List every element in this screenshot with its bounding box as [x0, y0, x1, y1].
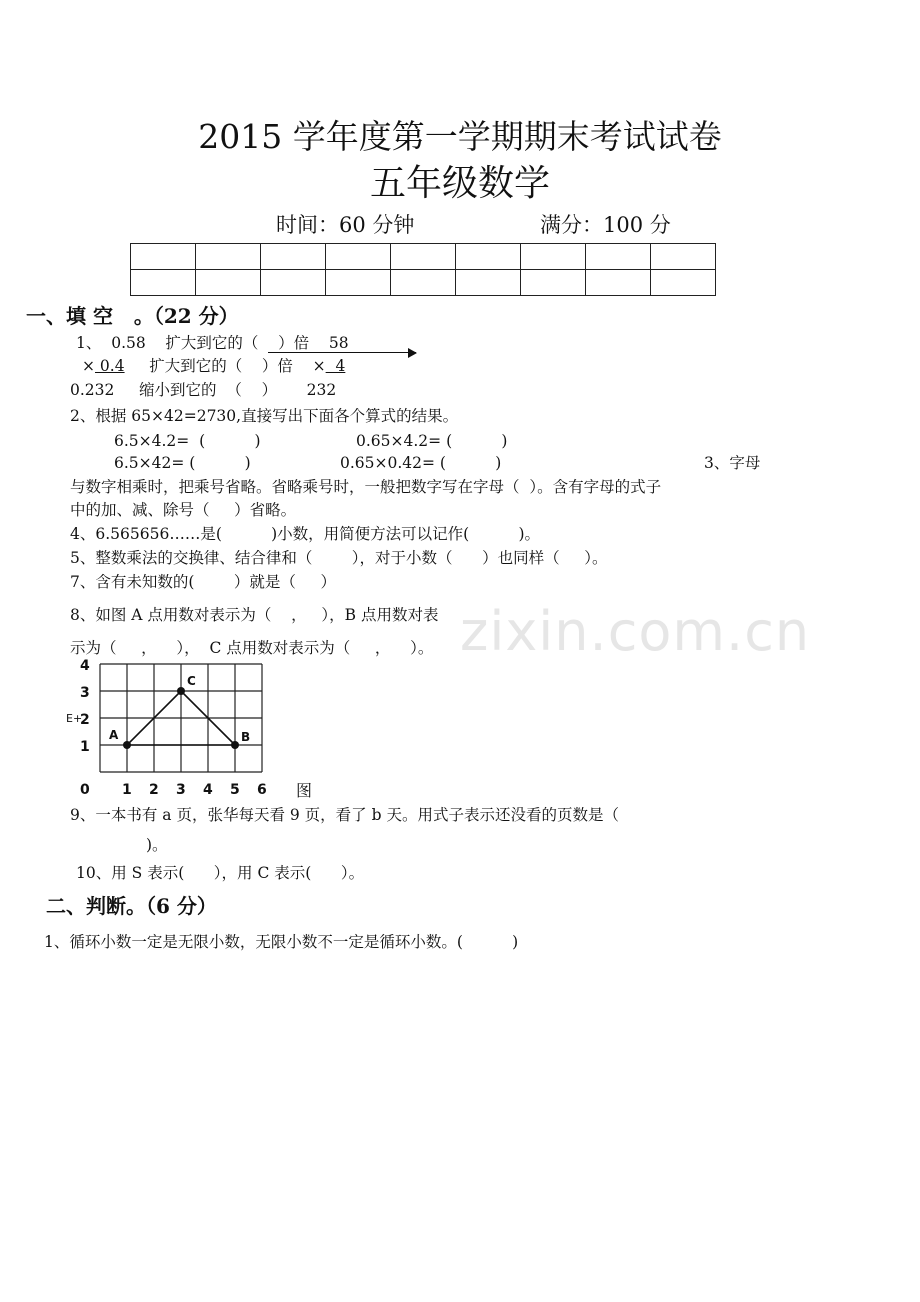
figure-caption: 图	[296, 781, 313, 800]
y-tick-label: 3	[80, 685, 90, 701]
question-1-line-2-mid: 扩大到它的（ ）倍 ×	[124, 357, 326, 375]
question-1-line-1: 1、 0.58 扩大到它的（ ）倍 58	[76, 334, 349, 352]
arrow-line	[268, 352, 416, 353]
question-5: 5、整数乘法的交换律、结合律和（ ），对于小数（ ）也同样（ ）。	[70, 549, 608, 567]
question-2-d: 0.65×0.42= ( )	[340, 454, 502, 472]
x-tick-label: 2	[149, 782, 159, 798]
x-tick-label: 4	[203, 782, 213, 798]
section-2-heading: 二、判断。（6 分）	[46, 894, 217, 918]
question-3-start: 3、字母	[704, 454, 761, 472]
exam-title: 2015 学年度第一学期期末考试试卷	[198, 117, 722, 156]
question-2-b: 0.65×4.2= ( )	[356, 432, 508, 450]
question-1-line-2	[82, 359, 345, 375]
question-3-line-3: 中的加、减、除号（ ）省略。	[70, 501, 297, 519]
x-tick-label: 3	[176, 782, 186, 798]
x-tick-label: 0	[80, 782, 90, 798]
section-1-heading: 一、填 空 。（22 分）	[26, 304, 239, 328]
arrow-head-icon	[408, 348, 417, 358]
question-2: 2、根据 65×42=2730,直接写出下面各个算式的结果。	[70, 407, 459, 425]
question-7: 7、含有未知数的( ）就是（ ）	[70, 573, 336, 591]
question-8-line-2: 示为（ ， ）， C 点用数对表示为（ ， ）。	[70, 639, 434, 657]
point-c	[177, 687, 185, 695]
times-sign: ×	[82, 357, 95, 375]
question-8-line-1: 8、如图 A 点用数对表示为（ ， ），B 点用数对表	[70, 606, 439, 624]
point-label-a: A	[109, 728, 119, 742]
question-10: 10、用 S 表示( ），用 C 表示( ）。	[76, 864, 365, 882]
point-b	[231, 741, 239, 749]
underlined-factor-2: 4	[325, 357, 346, 375]
question-2-c: 6.5×42= ( )	[114, 454, 251, 472]
y-tick-label: 1	[80, 739, 90, 755]
time-label: 时间：60 分钟	[276, 213, 415, 237]
x-tick-label: 5	[230, 782, 240, 798]
score-label: 满分：100 分	[540, 213, 671, 237]
point-label-c: C	[187, 674, 196, 688]
coordinate-grid	[60, 658, 300, 798]
watermark: zixin.com.cn	[460, 600, 811, 663]
question-9-line-2: )。	[146, 836, 168, 854]
point-a	[123, 741, 131, 749]
question-9-line-1: 9、一本书有 a 页，张华每天看 9 页，看了 b 天。用式子表示还没看的页数是（	[70, 806, 619, 824]
score-table	[130, 243, 716, 296]
coordinate-grid-figure	[60, 658, 300, 798]
stray-mark: E+	[66, 712, 83, 725]
point-label-b: B	[241, 730, 251, 744]
judgement-question-1: 1、循环小数一定是无限小数，无限小数不一定是循环小数。( )	[44, 933, 519, 951]
underlined-factor: 0.4	[95, 357, 125, 375]
x-tick-label: 1	[122, 782, 132, 798]
question-3-line-2: 与数字相乘时，把乘号省略。省略乘号时，一般把数字写在字母（ ）。含有字母的式子	[70, 478, 662, 496]
question-4: 4、6.565656……是( )小数，用简便方法可以记作( )。	[70, 525, 541, 543]
question-1-line-3: 0.232 缩小到它的 （ ） 232	[70, 381, 337, 399]
x-tick-label: 6	[257, 782, 267, 798]
exam-subtitle: 五年级数学	[369, 163, 550, 204]
question-2-a: 6.5×4.2= ( )	[114, 432, 261, 450]
y-tick-label: 4	[80, 658, 90, 674]
y-tick-label: 2	[80, 712, 90, 728]
